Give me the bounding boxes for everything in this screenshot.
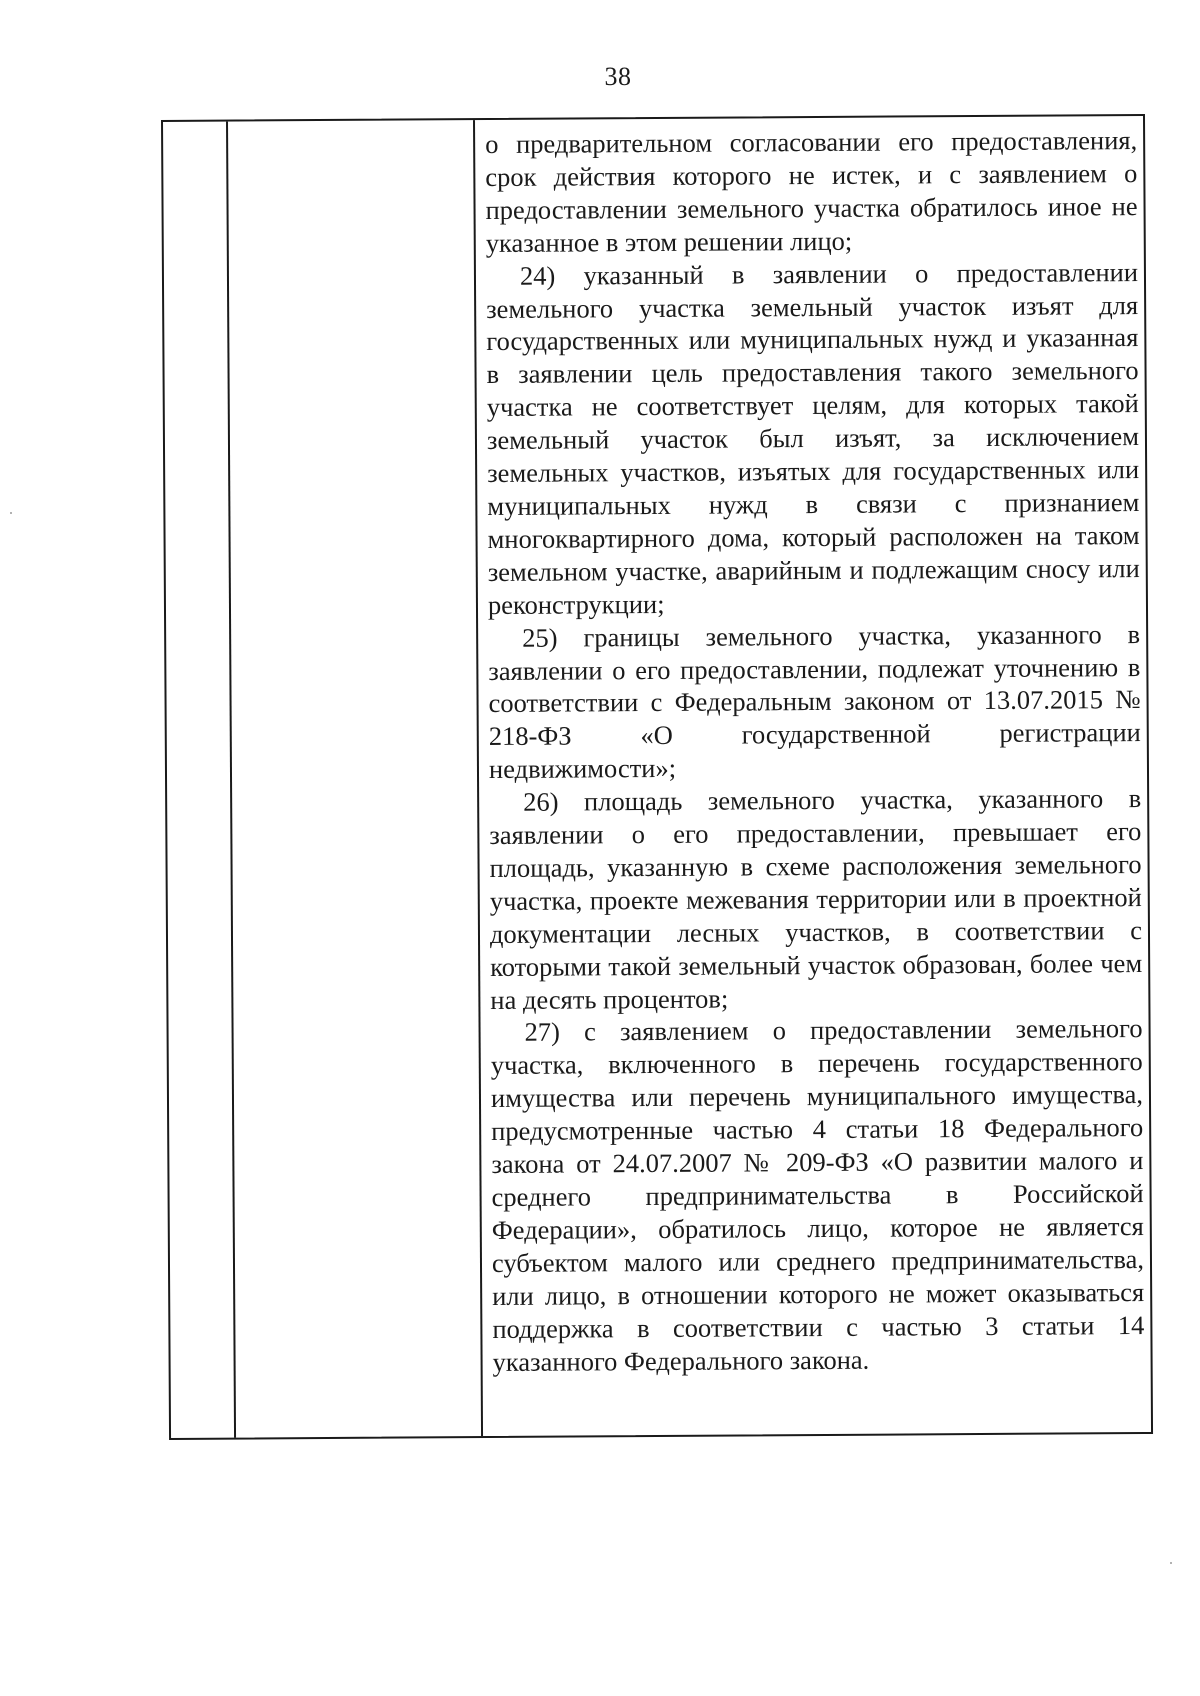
scan-speck: [1170, 1562, 1172, 1564]
paragraph-item-27: 27) с заявлением о предоставлении земельного участка, включенного в перечень государственного имущества или перечень муниципального имущества, предусмотренные частью 4 статьи 18 Федерального закона от 24.07.2007 № 209-ФЗ «О развитии малого и среднего предпринимательства в Российской Федерации», обратилось лицо, которое не является субъектом малого или среднего предпринимательства, или лицо, в отношении которого не может оказываться поддержка в соответствии с частью 3 статьи 14 указанного Федерального закона.: [490, 1013, 1145, 1377]
scan-speck: [10, 512, 12, 514]
paragraph-continuation: о предварительном согласовании его предоставления, срок действия которого не истек, и с заявлением о предоставлении земельного участка обратилось иное не указанное в этом решении лицо;: [485, 125, 1138, 258]
column-divider-1: [226, 122, 236, 1438]
paragraph-item-24: 24) указанный в заявлении о предоставлении земельного участка земельный участок изъят для государственных или муниципальных нужд и указанная в заявлении цель предоставления такого земельного участка не соответствует целям, для которых такой земельный участок был изъят, за исключением земельных участков, изъятых для государственных или муниципальных нужд в связи с признанием многоквартирного дома, который расположен на таком земельном участке, аварийным и подлежащим сносу или реконструкции;: [486, 256, 1140, 620]
column-divider-2: [473, 120, 483, 1436]
text-cell: [485, 124, 1145, 1378]
document-table: [161, 114, 1153, 1440]
page-number: 38: [604, 62, 632, 91]
paragraph-item-26: 26) площадь земельного участка, указанного в заявлении о его предоставлении, превышает его площадь, указанную в схеме расположения земельного участка, проекте межевания территории или в проектной документации лесных участков, в соответствии с которыми такой земельный участок образован, более чем на десять процентов;: [489, 783, 1143, 1015]
paragraph-item-25: 25) границы земельного участка, указанного в заявлении о его предоставлении, подлежат уточнению в соответствии с Федеральным законом от 13.07.2015 № 218-ФЗ «О государственной регистрации недвижимости»;: [488, 618, 1141, 785]
